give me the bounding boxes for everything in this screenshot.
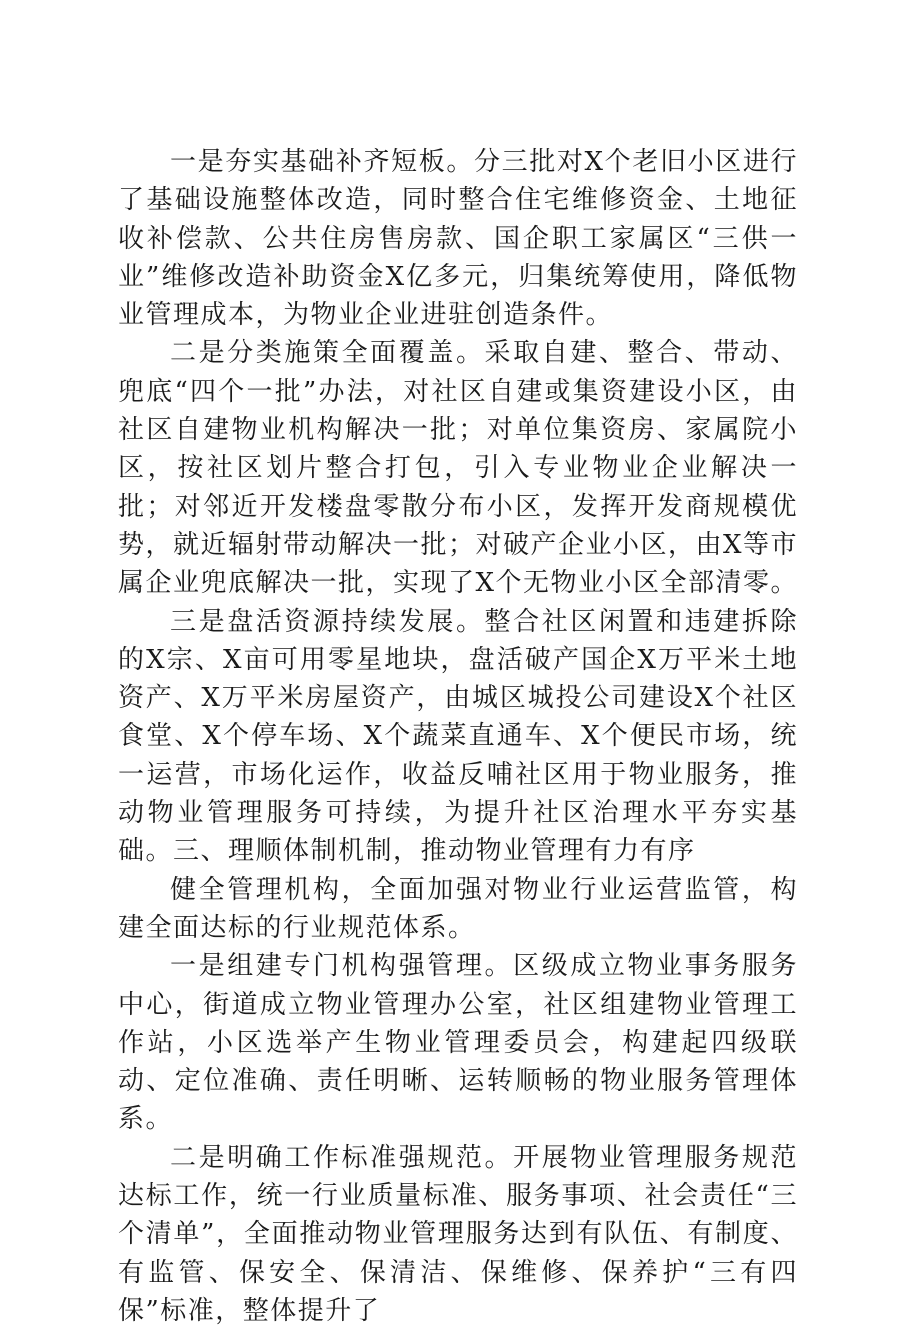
paragraph-dedicated-agency: 一是组建专门机构强管理。区级成立物业事务服务中心，街道成立物业管理办公室，社区组建物业管理工作站，小区选举产生物业管理委员会，构建起四级联动、定位准确、责任明晰、运转顺畅的物业服务管理体系。: [118, 951, 798, 1135]
paragraph-classified-measures: 二是分类施策全面覆盖。采取自建、整合、带动、兜底“四个一批”办法，对社区自建或集资建设小区，由社区自建物业机构解决一批；对单位集资房、家属院小区，按社区划片整合打包，引入专业物业企业解决一批；对邻近开发楼盘零散分布小区，发挥开发商规模优势，就近辐射带动解决一批；对破产企业小区，由X等市属企业兜底解决一批，实现了X个无物业小区全部清零。: [118, 338, 799, 599]
document-body: [118, 143, 798, 1330]
paragraph-work-standards: 二是明确工作标准强规范。开展物业管理服务规范达标工作，统一行业质量标准、服务事项、社会责任“三个清单”，全面推动物业管理服务达到有队伍、有制度、有监管、保安全、保清洁、保维修、保养护“三有四保”标准，整体提升了: [118, 1142, 798, 1326]
paragraph-management-institutions: 健全管理机构，全面加强对物业行业运营监管，构建全面达标的行业规范体系。: [118, 874, 798, 943]
paragraph-revitalize-resources: 三是盘活资源持续发展。整合社区闲置和违建拆除的X宗、X亩可用零星地块，盘活破产国企X万平米土地资产、X万平米房屋资产，由城区城投公司建设X个社区食堂、X个停车场、X个蔬菜直通车、X个便民市场，统一运营，市场化运作，收益反哺社区用于物业服务，推动物业管理服务可持续，为提升社区治理水平夯实基础。三、理顺体制机制，推动物业管理有力有序: [118, 606, 798, 867]
paragraph-consolidate-foundation: 一是夯实基础补齐短板。分三批对X个老旧小区进行了基础设施整体改造，同时整合住宅维修资金、土地征收补偿款、公共住房售房款、国企职工家属区“三供一业”维修改造补助资金X亿多元，归集统筹使用，降低物业管理成本，为物业企业进驻创造条件。: [118, 147, 798, 331]
